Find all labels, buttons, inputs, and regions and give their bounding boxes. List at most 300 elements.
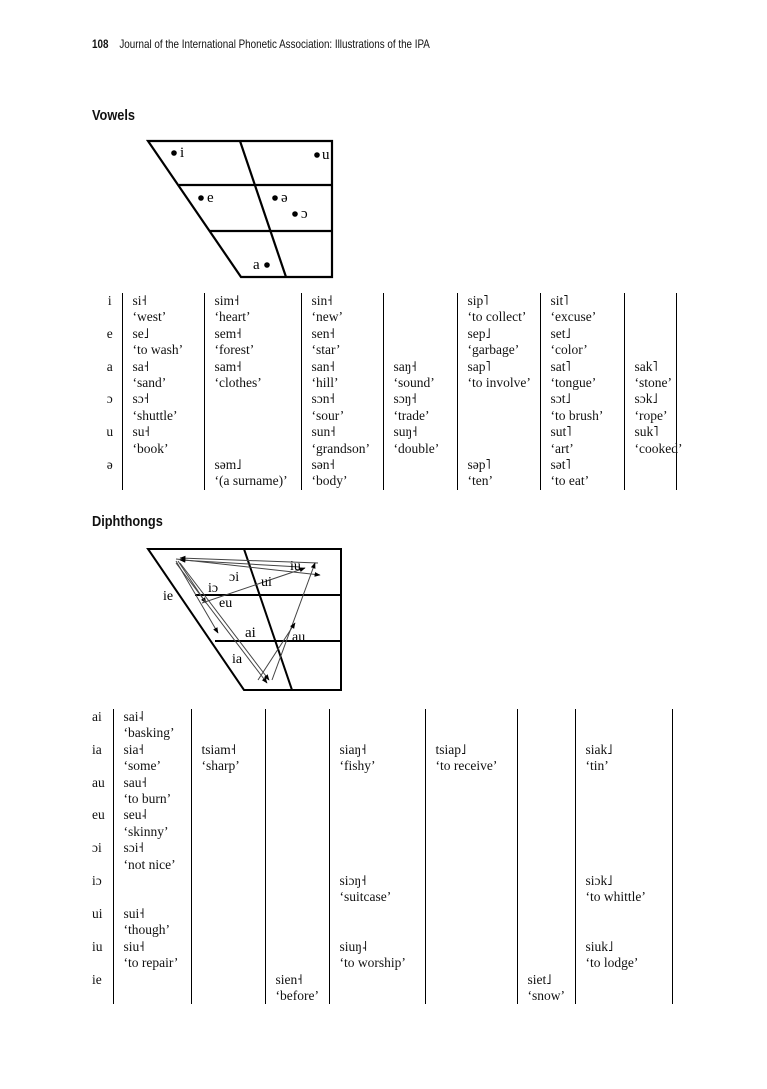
example-gloss [457,408,540,424]
example-gloss: ‘excuse’ [540,309,624,325]
vowel-label-e: e [207,190,214,206]
table-row [92,742,672,758]
table-row [98,359,676,375]
example-gloss [425,791,517,807]
example-word: sep˩ [457,326,540,342]
row-label: e [106,325,113,341]
example-word: set˩ [540,326,624,342]
example-gloss [425,889,517,905]
example-word [191,972,265,988]
row-label: ɔi [92,840,102,856]
table-row [92,889,672,905]
example-gloss [329,791,425,807]
example-word: sɔn˧ [301,391,383,407]
example-gloss: ‘to wash’ [122,342,204,358]
example-gloss [575,988,672,1004]
example-gloss [425,857,517,873]
example-word: sam˧ [204,359,301,375]
example-gloss [191,857,265,873]
table-row [98,424,676,440]
diphthong-chart [140,543,345,693]
table-row [92,775,672,791]
example-gloss: ‘west’ [122,309,204,325]
example-word: sin˧ [301,293,383,309]
example-gloss: ‘clothes’ [204,375,301,391]
table-row [92,972,672,988]
table-row [92,857,672,873]
row-label: ɔ [106,391,113,407]
example-word [191,775,265,791]
example-word [383,293,457,309]
row-label: ui [92,905,103,921]
example-word: sut˥ [540,424,624,440]
example-gloss [265,725,329,741]
example-word [517,906,575,922]
example-word [329,840,425,856]
table-row [92,873,672,889]
example-word: sət˥ [540,457,624,473]
example-word [204,391,301,407]
row-label-spacer [92,988,113,1004]
example-word [624,293,676,309]
example-word: sit˥ [540,293,624,309]
example-word [204,424,301,440]
diphthong-label-ie: ie [163,589,174,604]
row-label-spacer [98,473,122,489]
diphthong-label-oi: ɔi [229,570,240,585]
example-gloss: ‘to collect’ [457,309,540,325]
table-row [92,807,672,823]
example-gloss: ‘sharp’ [191,758,265,774]
example-gloss [575,824,672,840]
example-word [329,775,425,791]
table-row [92,824,672,840]
example-gloss [204,408,301,424]
row-label: i [107,293,112,308]
example-gloss [329,725,425,741]
example-word [265,840,329,856]
example-gloss [425,725,517,741]
example-word [624,457,676,473]
example-word [517,775,575,791]
example-gloss: ‘shuttle’ [122,408,204,424]
example-word: siak˩ [575,742,672,758]
example-gloss [517,955,575,971]
example-gloss: ‘book’ [122,441,204,457]
row-label: ie [92,971,102,987]
example-word [191,939,265,955]
example-gloss: ‘sand’ [122,375,204,391]
example-gloss [204,441,301,457]
example-word [425,939,517,955]
example-gloss [265,857,329,873]
example-word [517,840,575,856]
row-label-spacer [92,889,113,905]
table-row [98,408,676,424]
example-word [425,873,517,889]
example-word [265,709,329,725]
example-gloss [383,309,457,325]
example-word: siaŋ˧ [329,742,425,758]
example-word: siɔŋ˧ [329,873,425,889]
example-gloss [425,922,517,938]
vowel-label-u: u [322,147,330,163]
example-gloss [265,758,329,774]
diphthong-label-ui: ui [261,575,272,590]
table-row [92,791,672,807]
row-label: eu [92,807,105,823]
trajectory-ai [272,563,315,680]
example-word: sui˧ [113,906,191,922]
example-word: san˧ [301,359,383,375]
example-gloss [329,857,425,873]
table-row [98,293,676,309]
example-gloss [575,791,672,807]
table-row [98,375,676,391]
example-gloss: ‘sound’ [383,375,457,391]
diphthong-label-iu: iu [290,559,301,574]
example-word: su˧ [122,424,204,440]
example-gloss: ‘snow’ [517,988,575,1004]
example-word [265,775,329,791]
example-gloss [191,725,265,741]
example-word: sak˥ [624,359,676,375]
example-word: sɔk˩ [624,391,676,407]
example-gloss: ‘to involve’ [457,375,540,391]
example-gloss: ‘fishy’ [329,758,425,774]
example-word: seu˨ [113,807,191,823]
row-label: a [106,358,113,374]
example-gloss [457,441,540,457]
example-gloss [191,955,265,971]
row-label-spacer [98,309,122,325]
example-word: sat˥ [540,359,624,375]
table-row [92,939,672,955]
example-gloss: ‘skinny’ [113,824,191,840]
row-label-spacer [92,824,113,840]
example-gloss: ‘hill’ [301,375,383,391]
diphthong-label-ai: ai [245,625,256,641]
example-gloss [191,988,265,1004]
example-word: siu˧ [113,939,191,955]
row-label: ə [106,457,113,473]
example-word: suk˥ [624,424,676,440]
example-gloss: ‘some’ [113,758,191,774]
example-gloss: ‘not nice’ [113,857,191,873]
example-gloss [191,824,265,840]
row-label-spacer [98,375,122,391]
example-word: siuŋ˨ [329,939,425,955]
example-word: se˩ [122,326,204,342]
vowel-dot-open-o [292,211,298,217]
example-gloss: ‘body’ [301,473,383,489]
example-word: səp˥ [457,457,540,473]
example-word [517,709,575,725]
example-gloss [517,857,575,873]
example-word [575,906,672,922]
diphthongs-heading: Diphthongs [92,513,163,530]
example-gloss [624,309,676,325]
vowel-chart [140,136,340,281]
example-gloss [517,758,575,774]
row-label-spacer [92,922,113,938]
example-gloss [575,725,672,741]
example-word [575,840,672,856]
vowel-dot-schwa [272,195,278,201]
example-word [517,939,575,955]
example-gloss [329,824,425,840]
example-word [329,709,425,725]
table-row [92,840,672,856]
example-gloss [517,889,575,905]
example-gloss: ‘to repair’ [113,955,191,971]
example-word: si˧ [122,293,204,309]
example-word: sim˧ [204,293,301,309]
row-label: au [92,774,105,790]
example-word: sɔi˧ [113,840,191,856]
example-gloss: ‘heart’ [204,309,301,325]
example-word [425,807,517,823]
example-word [122,457,204,473]
example-word [191,709,265,725]
page-number: 108 [92,37,109,51]
diphthong-examples-table [92,709,672,1004]
example-word [575,972,672,988]
example-word [575,775,672,791]
example-gloss [122,473,204,489]
example-word [113,873,191,889]
example-word: saŋ˧ [383,359,457,375]
example-word: sem˧ [204,326,301,342]
example-gloss [191,791,265,807]
example-gloss [265,791,329,807]
row-label: iu [92,938,103,954]
example-gloss: ‘garbage’ [457,342,540,358]
example-word [425,840,517,856]
example-gloss [383,473,457,489]
example-gloss: ‘suitcase’ [329,889,425,905]
example-gloss [113,988,191,1004]
example-gloss: ‘to burn’ [113,791,191,807]
example-gloss [329,988,425,1004]
example-word [575,807,672,823]
example-gloss [517,824,575,840]
example-gloss [265,889,329,905]
journal-title: Journal of the International Phonetic Association: Illustrations of the IPA [119,37,430,51]
diphthong-label-au: au [292,630,306,645]
example-word: sən˧ [301,457,383,473]
row-label-spacer [92,857,113,873]
example-word [425,775,517,791]
example-gloss: ‘star’ [301,342,383,358]
example-word: sau˧ [113,775,191,791]
example-word: sen˧ [301,326,383,342]
example-gloss: ‘ten’ [457,473,540,489]
example-word: sien˧ [265,972,329,988]
example-word: suŋ˧ [383,424,457,440]
example-word: siuk˩ [575,939,672,955]
example-gloss: ‘new’ [301,309,383,325]
example-word [191,840,265,856]
table-row [98,441,676,457]
example-word: sɔt˩ [540,391,624,407]
row-label: ia [92,741,102,757]
example-gloss: ‘to receive’ [425,758,517,774]
example-gloss: ‘to eat’ [540,473,624,489]
example-gloss [575,922,672,938]
example-gloss: ‘basking’ [113,725,191,741]
row-label-spacer [92,791,113,807]
example-gloss [425,955,517,971]
example-gloss: ‘forest’ [204,342,301,358]
example-gloss [265,955,329,971]
vowel-dot-a [264,262,270,268]
row-label: iɔ [92,873,102,889]
example-gloss: ‘cooked’ [624,441,676,457]
example-word [517,807,575,823]
example-gloss [517,922,575,938]
example-word [265,807,329,823]
diphthong-label-io: iɔ [208,581,219,596]
example-word [425,906,517,922]
diphthong-label-ia: ia [232,652,243,667]
row-label-spacer [98,441,122,457]
example-word [329,906,425,922]
example-gloss: ‘double’ [383,441,457,457]
table-row [92,922,672,938]
vowel-examples-table [98,293,683,490]
row-label-spacer [92,758,113,774]
example-gloss [191,889,265,905]
example-gloss: ‘stone’ [624,375,676,391]
example-word: tsiam˧ [191,742,265,758]
example-word [624,326,676,342]
example-gloss: ‘color’ [540,342,624,358]
example-gloss [383,342,457,358]
example-word [265,906,329,922]
example-word [383,326,457,342]
example-gloss: ‘art’ [540,441,624,457]
table-row [92,709,672,725]
example-word [191,807,265,823]
trajectory-ia [176,563,267,683]
example-gloss [517,725,575,741]
example-gloss [575,857,672,873]
example-gloss: ‘trade’ [383,408,457,424]
example-word [457,391,540,407]
example-gloss: ‘tongue’ [540,375,624,391]
example-word: sɔ˧ [122,391,204,407]
row-label: u [106,424,114,440]
example-gloss [265,922,329,938]
example-word: sɔŋ˧ [383,391,457,407]
table-row [92,955,672,971]
example-word [191,906,265,922]
example-word: sap˥ [457,359,540,375]
example-gloss [624,473,676,489]
example-word [265,939,329,955]
example-gloss: ‘rope’ [624,408,676,424]
trajectory-au [258,623,295,680]
example-word: sia˧ [113,742,191,758]
running-header [92,37,430,51]
table-row [92,725,672,741]
example-gloss [113,889,191,905]
row-label-spacer [92,725,113,741]
vowel-dot-u [314,152,320,158]
example-word: sip˥ [457,293,540,309]
example-word [265,873,329,889]
example-gloss [624,342,676,358]
example-gloss: ‘though’ [113,922,191,938]
example-word [517,742,575,758]
example-gloss [517,791,575,807]
example-word [113,972,191,988]
example-word [457,424,540,440]
row-label: ai [92,709,102,724]
example-word [425,709,517,725]
example-gloss [191,922,265,938]
vowel-label-i: i [180,145,185,161]
example-word: sun˧ [301,424,383,440]
example-word [329,807,425,823]
table-row [98,342,676,358]
example-word: sa˧ [122,359,204,375]
example-gloss [425,824,517,840]
table-row [98,473,676,489]
row-label-spacer [98,342,122,358]
table-row [98,326,676,342]
example-gloss: ‘to whittle’ [575,889,672,905]
example-gloss [265,824,329,840]
example-gloss [329,922,425,938]
example-word: siɔk˩ [575,873,672,889]
vowel-label-a: a [253,257,260,273]
example-word: siet˩ [517,972,575,988]
example-gloss: ‘(a surname)’ [204,473,301,489]
example-word [265,742,329,758]
example-word [425,972,517,988]
example-word: səm˩ [204,457,301,473]
table-row [92,758,672,774]
table-row [92,906,672,922]
example-word [517,873,575,889]
row-label-spacer [92,955,113,971]
example-gloss: ‘to worship’ [329,955,425,971]
row-label-spacer [98,408,122,424]
example-gloss [425,988,517,1004]
vowel-label-open-o: ɔ [301,206,308,222]
vowels-heading: Vowels [92,107,135,124]
example-word: tsiap˩ [425,742,517,758]
example-word [575,709,672,725]
example-gloss: ‘tin’ [575,758,672,774]
vowel-dot-i [171,150,177,156]
vowel-dot-e [198,195,204,201]
example-word: sai˨ [113,709,191,725]
diphthong-label-eu: eu [219,596,233,611]
table-row [98,391,676,407]
example-word [329,972,425,988]
example-gloss: ‘to brush’ [540,408,624,424]
example-gloss: ‘to lodge’ [575,955,672,971]
example-word [191,873,265,889]
example-word [383,457,457,473]
example-gloss: ‘sour’ [301,408,383,424]
example-gloss: ‘grandson’ [301,441,383,457]
table-row [98,457,676,473]
vowel-label-schwa: ə [281,190,288,206]
